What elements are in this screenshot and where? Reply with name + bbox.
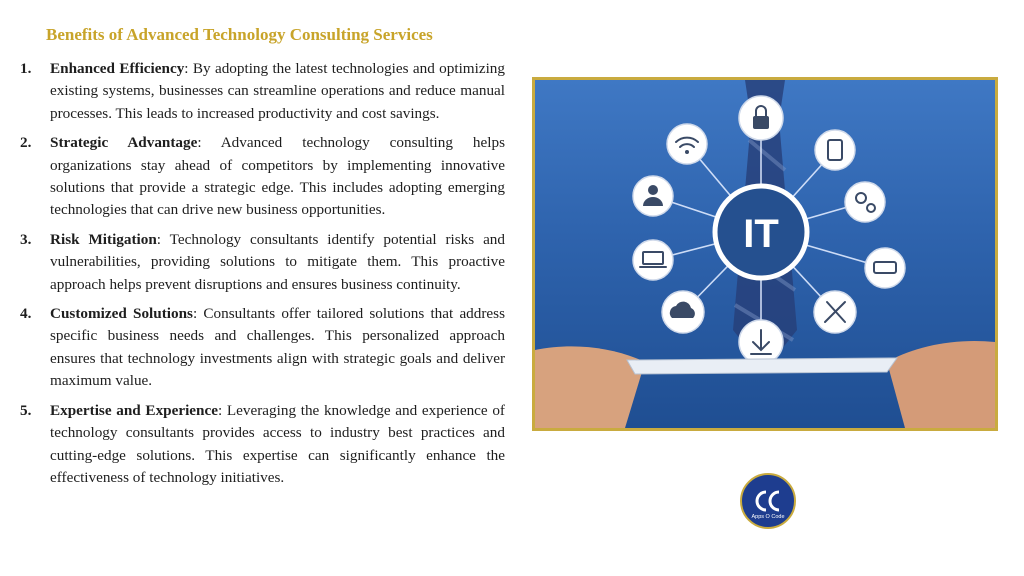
item-term: Customized Solutions: [50, 305, 193, 323]
item-term: Risk Mitigation: [50, 230, 157, 248]
item-text: : Consultants offer tailored solutions that address specific business needs and challenges. This personalized approach ensures that technology investments align with strategic goals and deliver maximum value.: [50, 305, 505, 390]
lock-glyph: [753, 116, 769, 129]
user-icon: [633, 176, 673, 216]
item-text: : Technology consultants identify potential risks and vulnerabilities, providing solutions to mitigate them. This proactive approach helps prevent disruptions and ensures business continuity.: [50, 230, 505, 293]
item-term: Strategic Advantage: [50, 134, 198, 152]
logo-text: Apps O Code: [751, 514, 785, 520]
list-item: [20, 58, 505, 125]
tablet-icon: [815, 130, 855, 170]
item-text: : Advanced technology consulting helps organizations stay ahead of competitors by implementing innovative solutions that provide a strategic edge. This includes adopting emerging technologies that can drive new business opportunities.: [50, 134, 505, 219]
list-item: [20, 400, 505, 490]
tablet-device: [627, 358, 897, 374]
it-illustration: [532, 77, 998, 431]
left-hand: [535, 346, 645, 428]
item-number: 2.: [20, 134, 32, 152]
benefits-list: [20, 58, 505, 496]
laptop-icon: [633, 240, 673, 280]
item-number: 3.: [20, 230, 32, 248]
projector-icon: [865, 248, 905, 288]
item-number: 4.: [20, 305, 32, 323]
right-hand: [887, 341, 995, 428]
item-term: Expertise and Experience: [50, 401, 218, 419]
it-center-label: IT: [743, 212, 779, 256]
it-illustration-svg: [535, 80, 995, 428]
user-head: [648, 185, 658, 195]
item-text: : Leveraging the knowledge and experience of technology consultants provides access to industry best practices and cutting-edge solutions. This expertise can significantly enhance the effectiveness of technology initiatives.: [50, 401, 505, 486]
item-term: Enhanced Efficiency: [50, 60, 185, 77]
wifi-dot: [685, 150, 689, 154]
page-title: Benefits of Advanced Technology Consulting Services: [46, 25, 433, 44]
list-item: [20, 229, 505, 296]
item-number: 1.: [20, 60, 32, 77]
item-number: 5.: [20, 401, 32, 419]
item-text: : By adopting the latest technologies and optimizing existing systems, businesses can streamline operations and reduce manual processes. This leads to increased productivity and cost savings.: [50, 60, 505, 122]
list-item: [20, 303, 505, 393]
apps-o-code-logo: [739, 472, 797, 530]
list-item: [20, 132, 505, 222]
